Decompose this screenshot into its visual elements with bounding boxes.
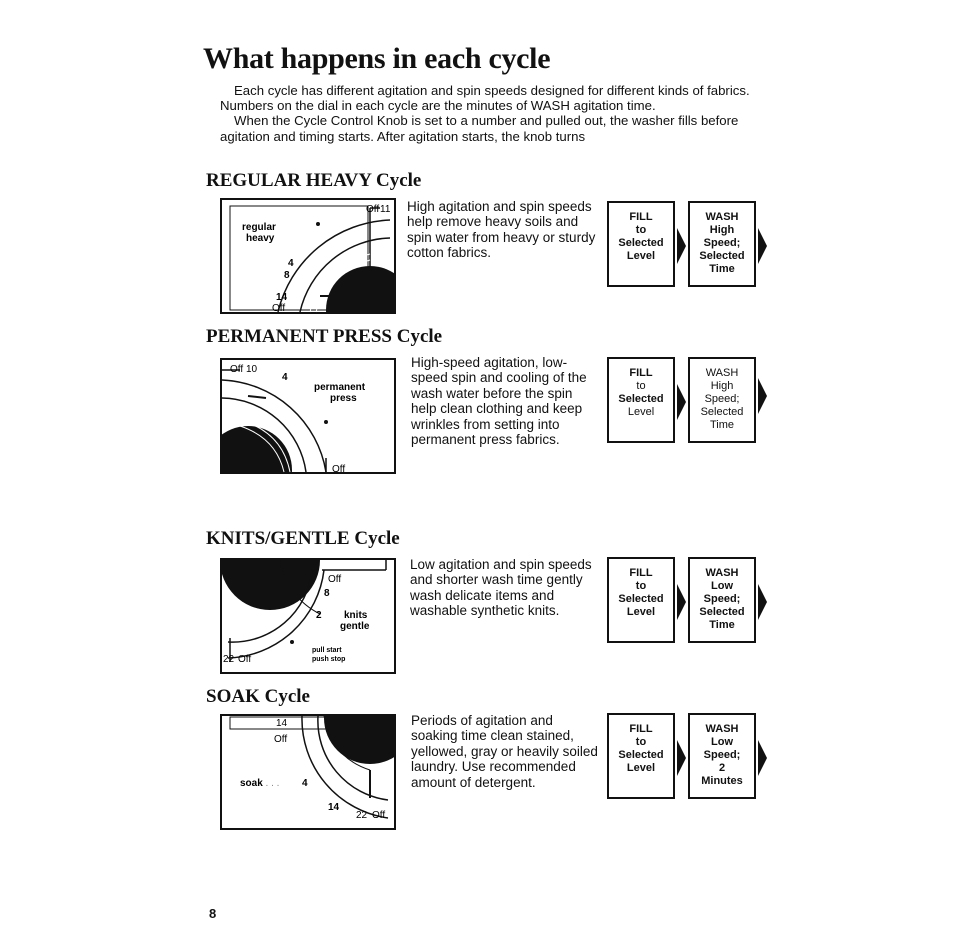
dial-label-gentle: gentle	[340, 621, 370, 632]
dial-label-regular: regular	[242, 222, 276, 233]
dial-label-14: 14	[328, 802, 340, 813]
svg-text:. . . .: . . . .	[260, 778, 280, 789]
intro-text	[220, 83, 755, 144]
arrow-right-icon	[677, 584, 686, 620]
page-number: 8	[209, 906, 217, 921]
wash-box-soak: WASH Low Speed; 2 Minutes	[688, 713, 756, 799]
section-title-knits-gentle: KNITS/GENTLE Cycle	[206, 528, 400, 549]
arrow-right-icon	[758, 378, 767, 414]
dial-label-off-bottom: Off	[332, 464, 346, 474]
dial-label-2: 2	[316, 610, 322, 621]
dial-label-pull-start: pull start	[312, 647, 342, 654]
dial-label-off-bottom: Off	[372, 810, 386, 821]
dial-label-4: 4	[288, 258, 294, 269]
dial-label-4: 4	[282, 372, 288, 383]
dial-knits-gentle	[220, 558, 396, 674]
section-title-soak: SOAK Cycle	[206, 686, 310, 707]
dial-label-14: 14	[276, 292, 288, 303]
dial-label-10: 10	[246, 364, 258, 375]
arrow-right-icon	[758, 740, 767, 776]
arrow-right-icon	[758, 584, 767, 620]
dial-label-permanent: permanent	[314, 382, 366, 393]
fill-box-knits-gentle: FILL to Selected Level	[607, 557, 675, 643]
description-regular-heavy: High agitation and spin speeds help remove heavy soils and spin water from heavy or sturdy cotton fabrics.	[407, 199, 596, 261]
dial-label-4: 4	[302, 778, 308, 789]
arrow-right-icon	[677, 228, 686, 264]
arrow-right-icon	[758, 228, 767, 264]
dial-label-off-bottom: Off	[272, 303, 286, 314]
dial-regular-heavy	[220, 198, 396, 314]
dial-label-22: 22	[223, 654, 235, 665]
dial-label-push-stop: push stop	[312, 656, 346, 663]
wash-box-permanent-press: WASH High Speed; Selected Time	[688, 357, 756, 443]
dial-label-off-bottom: Off	[238, 654, 252, 665]
dial-label-knits: knits	[344, 610, 368, 621]
dial-label-14-top: 14	[276, 718, 288, 729]
dial-label-off-top: Off	[366, 204, 380, 215]
fill-box-regular-heavy: FILL to Selected Level	[607, 201, 675, 287]
dial-label-off-top: Off	[328, 574, 342, 585]
dial-label-11: 11	[380, 204, 391, 215]
arrow-right-icon	[677, 740, 686, 776]
intro-paragraph-1: Each cycle has different agitation and spin speeds designed for different kinds of fabrics. Numbers on the dial in each cycle are the minutes of WASH agitation time.	[220, 83, 750, 114]
description-permanent-press: High-speed agitation, low-speed spin and cooling of the wash water before the spin help clean clothing and keep wrinkles from setting into permanent press fabrics.	[411, 355, 587, 448]
dial-label-press: press	[330, 393, 357, 404]
dial-soak	[220, 714, 396, 830]
page-title: What happens in each cycle	[203, 42, 551, 75]
dial-label-22: 22	[356, 810, 368, 821]
dial-label-heavy: heavy	[246, 233, 275, 244]
dial-label-8: 8	[324, 588, 330, 599]
description-knits-gentle: Low agitation and spin speeds and shorter wash time gently wash delicate items and washable synthetic knits.	[410, 557, 592, 619]
fill-box-soak: FILL to Selected Level	[607, 713, 675, 799]
wash-box-regular-heavy: WASH High Speed; Selected Time	[688, 201, 756, 287]
description-soak: Periods of agitation and soaking time clean stained, yellowed, gray or heavily soiled laundry. Use recommended amount of detergent.	[411, 713, 598, 790]
dial-permanent-press	[220, 358, 396, 474]
fill-box-permanent-press: FILL to Selected Level	[607, 357, 675, 443]
dial-label-off-top: Off	[230, 364, 244, 375]
dial-label-off-top: Off	[274, 734, 288, 745]
intro-paragraph-2: When the Cycle Control Knob is set to a number and pulled out, the washer fills before agitation and timing starts. After agitation starts, the knob turns	[220, 113, 739, 144]
section-title-permanent-press: PERMANENT PRESS Cycle	[206, 326, 443, 347]
arrow-right-icon	[677, 384, 686, 420]
dial-label-8: 8	[284, 270, 290, 281]
section-title-regular-heavy: REGULAR HEAVY Cycle	[206, 170, 422, 191]
wash-box-knits-gentle: WASH Low Speed; Selected Time	[688, 557, 756, 643]
dial-label-soak: soak	[240, 778, 263, 789]
